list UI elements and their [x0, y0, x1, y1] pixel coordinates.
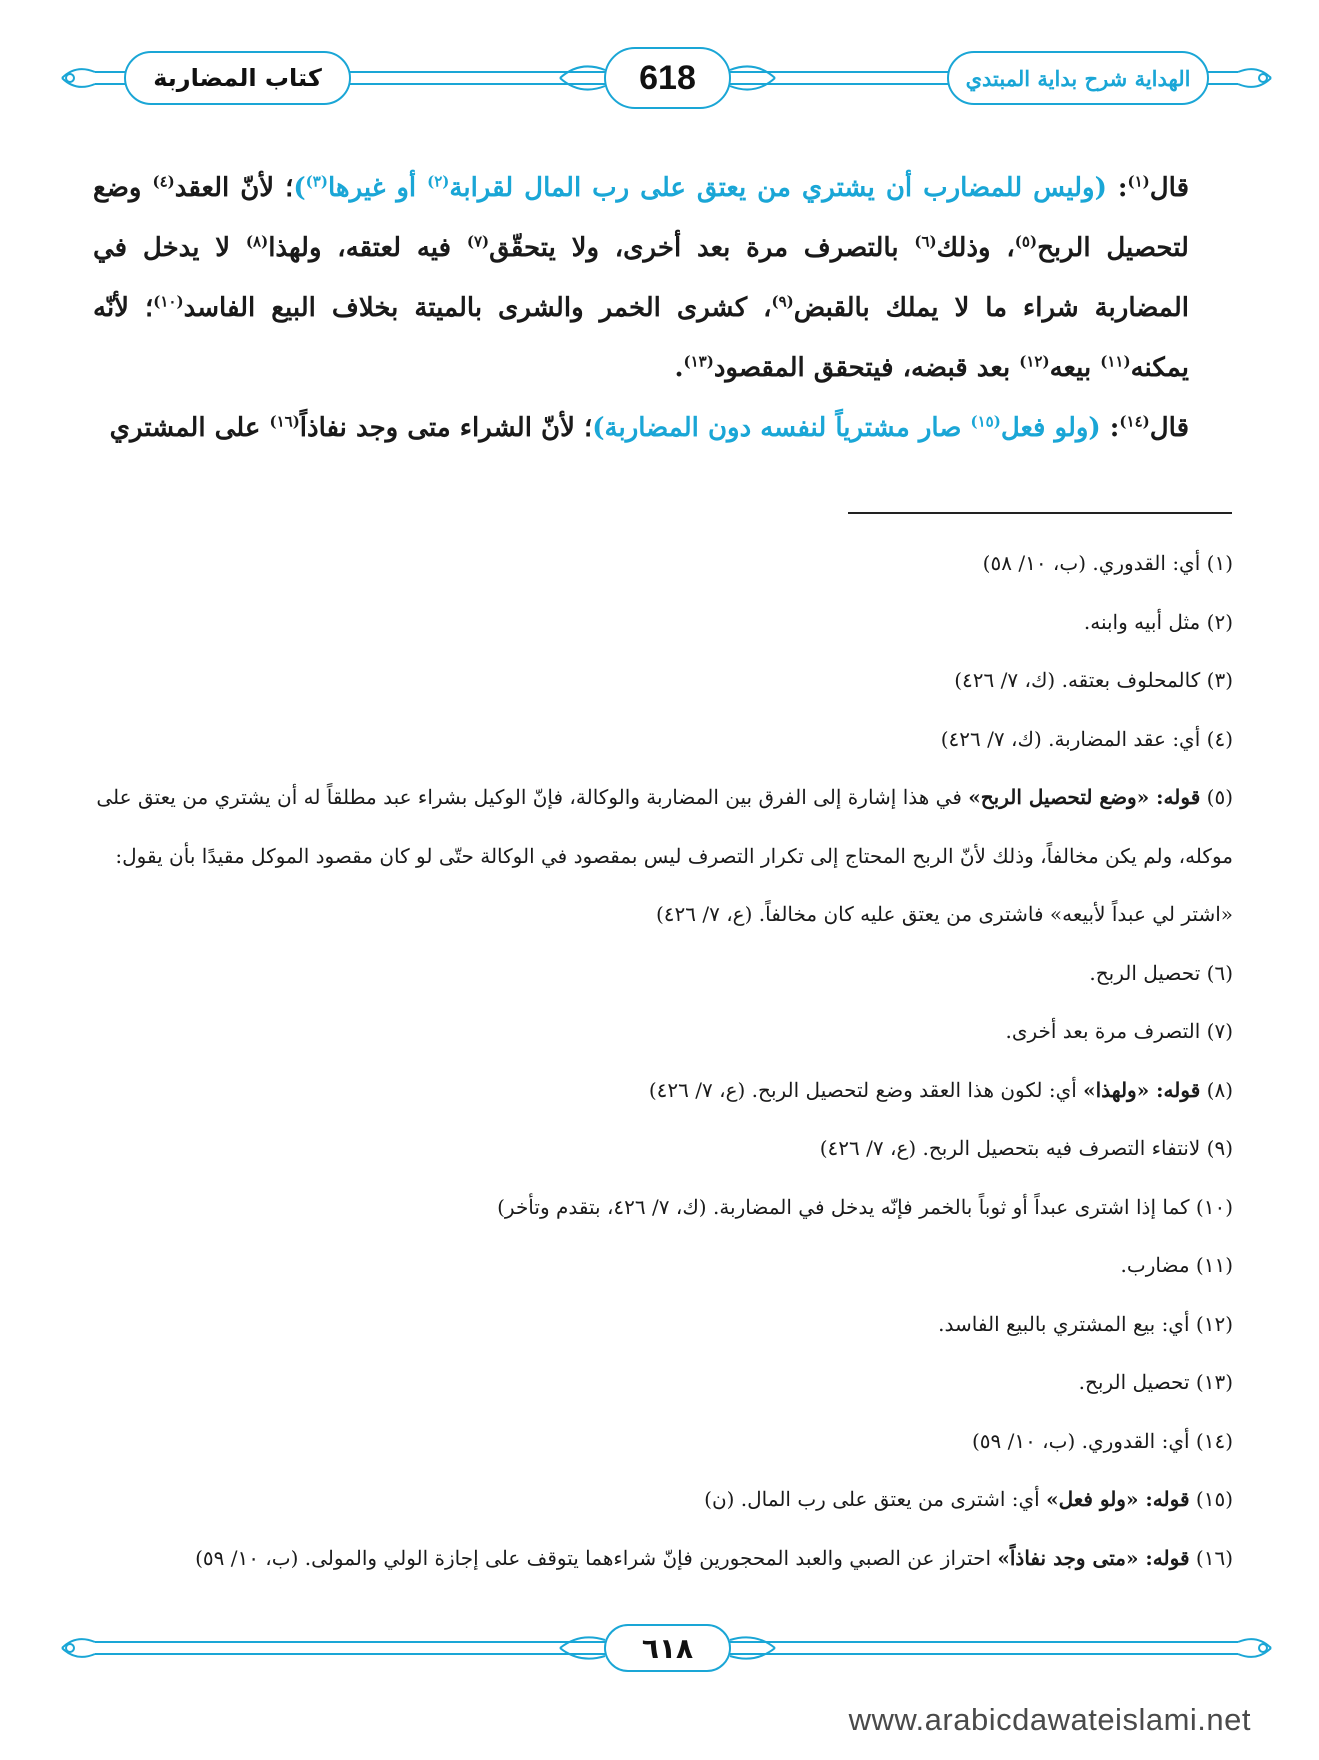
footnotes: [93, 534, 1233, 1587]
book-title: الهداية شرح بداية المبتدي: [965, 65, 1191, 91]
footnote: (٤) أي: عقد المضاربة. (ك، ٧/ ٤٢٦): [940, 726, 1233, 751]
footnote: (١٥) قوله: «ولو فعل» أي: اشترى من يعتق على رب المال. (ن): [704, 1487, 1233, 1511]
footnote: (١٠) كما إذا اشترى عبداً أو ثوباً بالخمر فإنّه يدخل في المضاربة. (ك، ٧/ ٤٢٦، بتقدم وتأخر): [497, 1194, 1233, 1219]
footnote: (٦) تحصيل الربح.: [1089, 960, 1233, 985]
footnote: (١٣) تحصيل الربح.: [1078, 1370, 1233, 1394]
footnote: (٧) التصرف مرة بعد أخرى.: [1005, 1019, 1233, 1043]
footnote: (٢) مثل أبيه وابنه.: [1083, 609, 1233, 634]
footnote: (٣) كالمحلوف بعتقه. (ك، ٧/ ٤٢٦): [954, 668, 1233, 692]
footnote: (١٦) قوله: «متى وجد نفاذاً» احتراز عن الصبي والعبد المحجورين فإنّ شراءهما يتوقف على إجازة الولي والمولى. (ب، ١٠/ ٥٩): [195, 1545, 1233, 1570]
chapter-title: كتاب المضاربة: [153, 64, 322, 92]
main-paragraph-2: قال$^{(١٤)}$: (ولو فعل$^{(١٥)}$ صار مشترياً لنفسه دون المضاربة)؛ لأنّ الشراء متى وجد نفاذاً$^{(١٦)}$ على المشتري: [109, 412, 1189, 443]
footnote: (١١) مضارب.: [1120, 1253, 1233, 1277]
footer-page-number: ٦١٨: [641, 1631, 694, 1665]
footnote-separator: [848, 512, 1232, 514]
footnote: (٩) لانتفاء التصرف فيه بتحصيل الربح. (ع، ٧/ ٤٢٦): [819, 1136, 1233, 1160]
main-paragraph-1: قال$^{(١)}$: (وليس للمضارب أن يشتري من يعتق على رب المال لقرابة$^{(٢)}$ أو غيرها$^{(٣)}$)؛ لأنّ العقد$^{(٤)}$ وضع لتحصيل الربح$^{(٥)}$، وذلك$^{(٦)}$ بالتصرف مرة بعد أخرى، ولا يتحقّق$^{(٧)}$ فيه لعتقه، ولهذا$^{(٨)}$ لا يدخل في المضاربة شراء ما لا يملك بالقبض$^{(٩)}$، كشرى الخمر والشرى بالميتة بخلاف البيع الفاسد$^{(١٠)}$؛ لأنّه يمكنه$^{(١١)}$ بيعه$^{(١٢)}$ بعد قبضه، فيتحقق المقصود$^{(١٣)}$.: [93, 172, 1190, 383]
page-number: 618: [639, 58, 696, 97]
footnote: (١) أي: القدوري. (ب، ١٠/ ٥٨): [982, 551, 1233, 575]
footnote: (١٤) أي: القدوري. (ب، ١٠/ ٥٩): [971, 1428, 1233, 1453]
main-text: [93, 158, 1233, 458]
footnote: (٨) قوله: «ولهذا» أي: لكون هذا العقد وضع لتحصيل الربح. (ع، ٧/ ٤٢٦): [648, 1077, 1233, 1102]
website-url[interactable]: www.arabicdawateislami.net: [848, 1702, 1251, 1737]
footnote: (١٢) أي: بيع المشتري بالبيع الفاسد.: [938, 1311, 1233, 1336]
footnote: (٥) قوله: «وضع لتحصيل الربح» في هذا إشارة إلى الفرق بين المضاربة والوكالة، فإنّ الوكيل بشراء عبد مطلقاً له أن يشتري من يعتق على موكله، ولم يكن مخالفاً، وذلك لأنّ الربح المحتاج إلى تكرار التصرف ليس بمقصود في الوكالة حتّى لو كان مقصود الموكل مقيدًا بأن يقول: «اشتر لي عبداً لأبيعه» فاشترى من يعتق عليه كان مخالفاً. (ع، ٧/ ٤٢٦): [96, 785, 1233, 926]
